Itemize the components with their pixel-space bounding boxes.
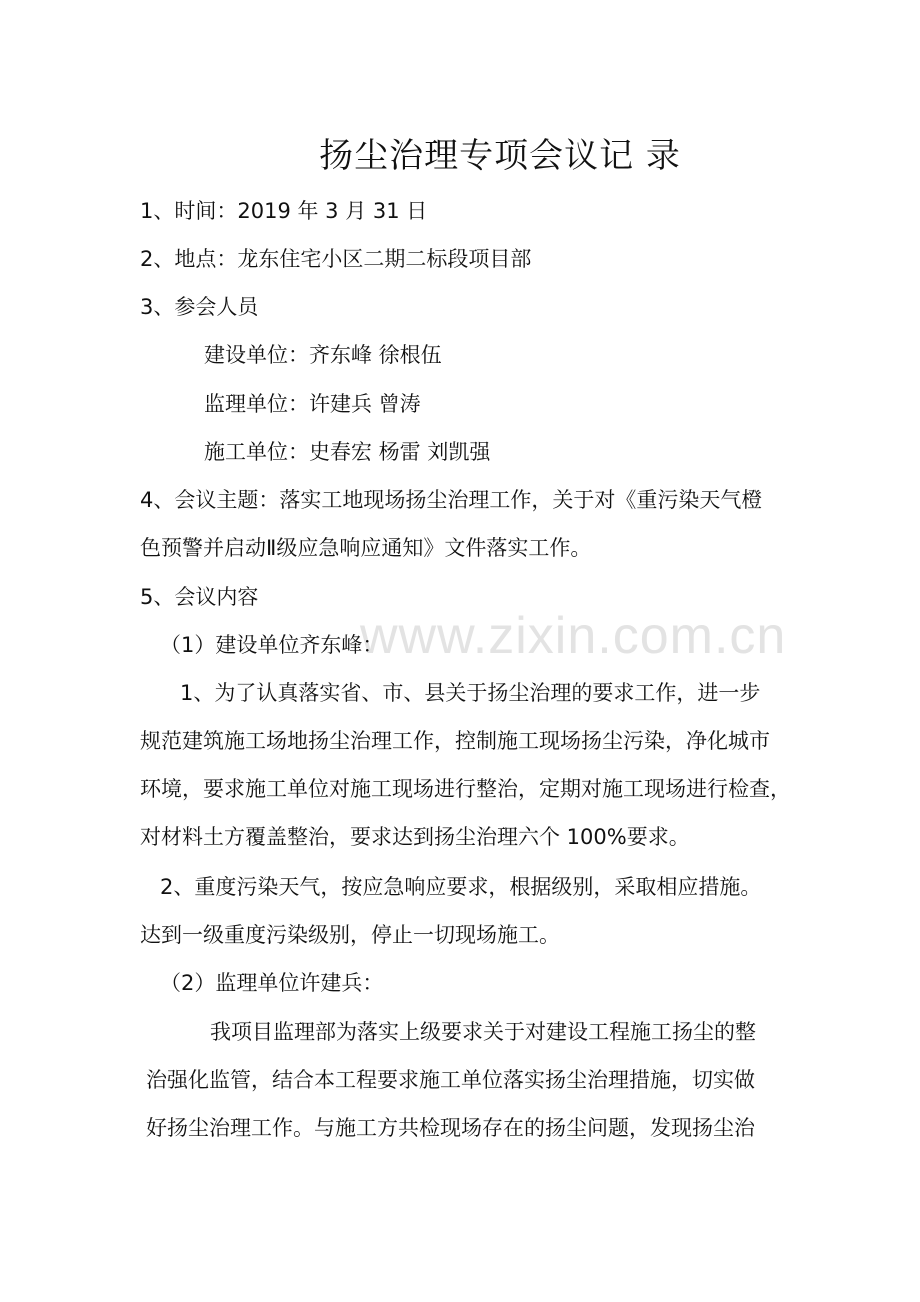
section1-p1-line1: 1、为了认真落实省、市、县关于扬尘治理的要求工作，进一步 xyxy=(180,681,761,705)
item-attendees-label: 3、参会人员 xyxy=(140,295,259,319)
watermark: www.zixin.com.cn xyxy=(360,607,787,665)
section2-heading: （2）监理单位许建兵： xyxy=(160,971,384,995)
document-title: 扬尘治理专项会议记 录 xyxy=(319,136,681,176)
section1-p2-line2: 达到一级重度污染级别，停止一切现场施工。 xyxy=(140,923,560,947)
item-time: 1、时间：2019 年 3 月 31 日 xyxy=(140,199,428,223)
section1-p1-line2: 规范建筑施工场地扬尘治理工作，控制施工现场扬尘污染，净化城市 xyxy=(140,729,770,753)
section2-p1-line2: 治强化监管，结合本工程要求施工单位落实扬尘治理措施，切实做 xyxy=(146,1068,755,1092)
item-topic-line1: 4、会议主题：落实工地现场扬尘治理工作，关于对《重污染天气橙 xyxy=(140,488,763,512)
attendee-contractor: 施工单位：史春宏 杨雷 刘凯强 xyxy=(204,440,491,464)
item-place: 2、地点：龙东住宅小区二期二标段项目部 xyxy=(140,247,532,271)
attendee-supervisor: 监理单位：许建兵 曾涛 xyxy=(204,392,421,416)
attendee-owner: 建设单位：齐东峰 徐根伍 xyxy=(204,343,442,367)
section1-heading: （1）建设单位齐东峰： xyxy=(160,633,384,657)
section2-p1-line1: 我项目监理部为落实上级要求关于对建设工程施工扬尘的整 xyxy=(210,1020,756,1044)
section1-p1-line3: 环境，要求施工单位对施工现场进行整治，定期对施工现场进行检查， xyxy=(140,777,791,801)
item-topic-line2: 色预警并启动Ⅱ级应急响应通知》文件落实工作。 xyxy=(140,536,592,560)
section1-p1-line4: 对材料土方覆盖整治，要求达到扬尘治理六个 100%要求。 xyxy=(140,825,690,849)
section2-p1-line3: 好扬尘治理工作。与施工方共检现场存在的扬尘问题，发现扬尘治 xyxy=(146,1116,755,1140)
section1-p2-line1: 2、重度污染天气，按应急响应要求，根据级别，采取相应措施。 xyxy=(160,875,762,899)
item-content-label: 5、会议内容 xyxy=(140,585,259,609)
